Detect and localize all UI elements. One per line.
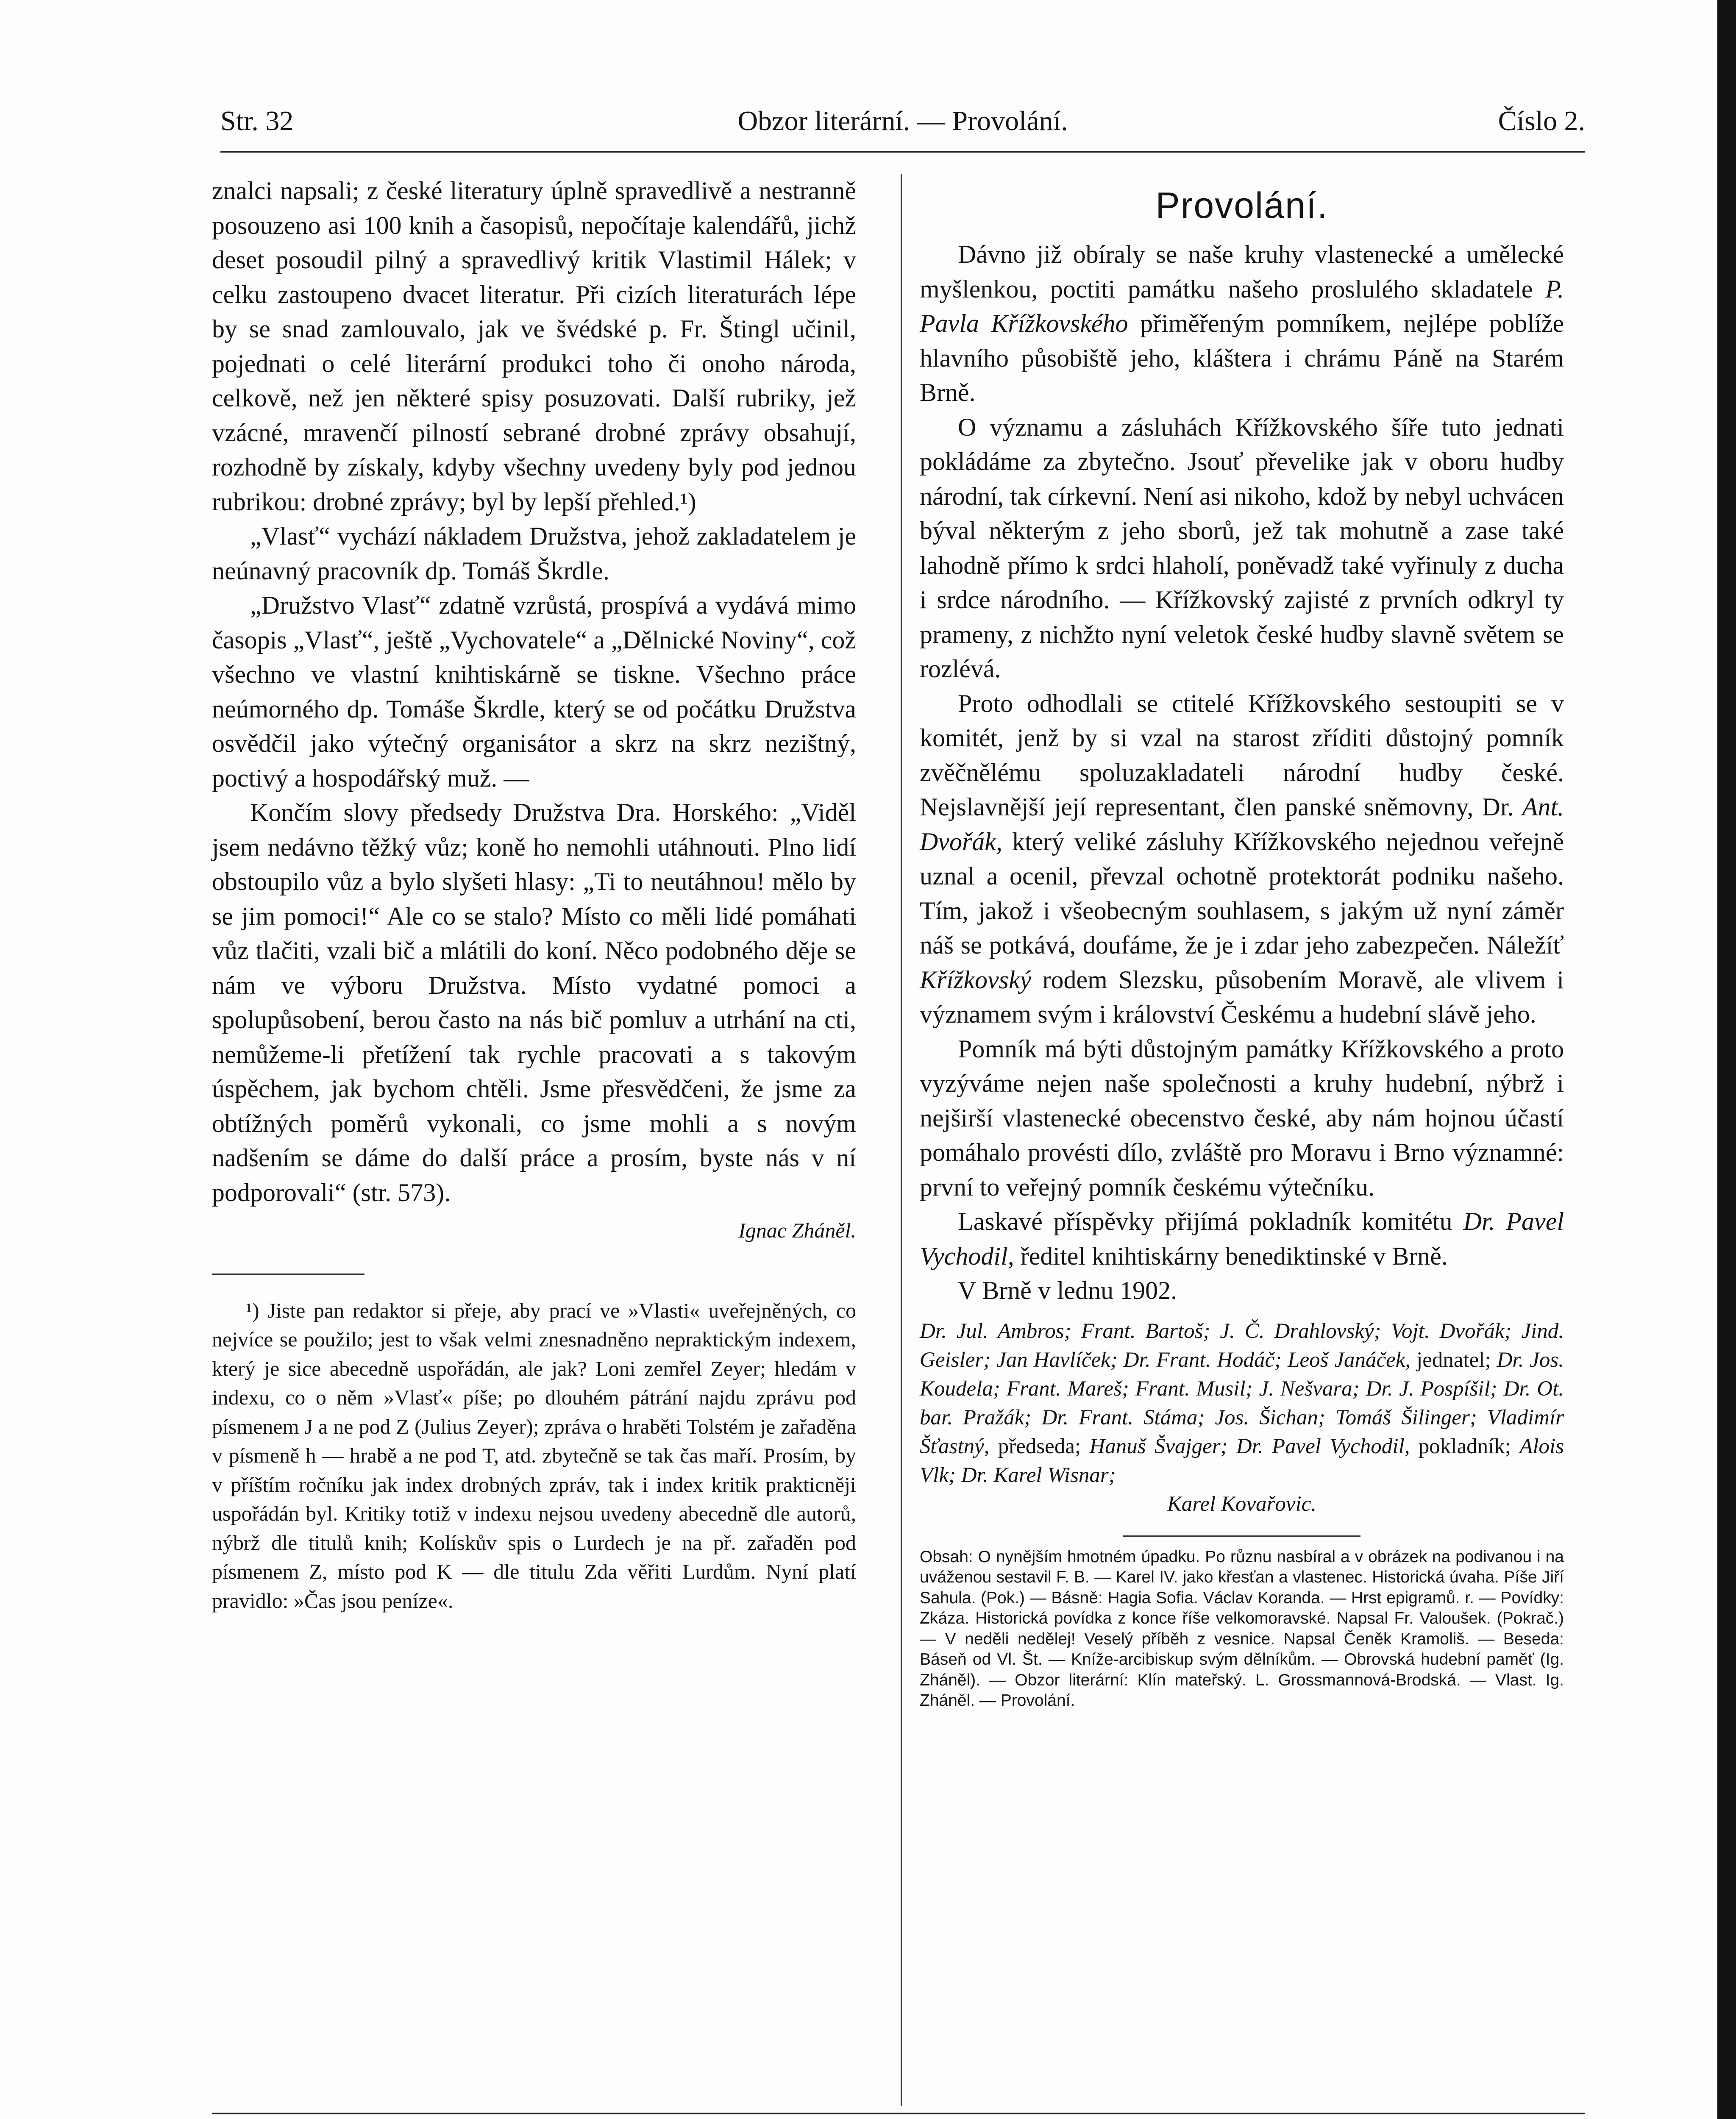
treasurer-name: Dr. Pavel Vychodil,	[920, 1207, 1564, 1270]
names: Alois Vlk; Dr. Karel Wisnar;	[920, 1434, 1564, 1487]
paragraph	[920, 687, 1564, 1032]
text: který veliké zásluhy Křížkovského nejednou veřejně uznal a ocenil, převzal ochotně protektorát podniku našeho. Tím, jakož i všeobecným souhlasem, s jakým už nyní záměr náš se potkává, doufáme, že je i zdar jeho zabezpečen. Náležíť	[920, 827, 1564, 959]
issue-number: Číslo 2.	[1498, 106, 1585, 136]
names: Hanuš Švajger; Dr. Pavel Vychodil,	[1089, 1434, 1410, 1458]
paragraph: „Vlasť“ vychází nákladem Družstva, jehož zakladatelem je neúnavný pracovník dp. Tomáš Škrdle.	[212, 522, 856, 585]
paragraph: znalci napsali; z české literatury úplně spravedlivě a nestranně posouzeno asi 100 knih a časopisů, nepočítaje kalendářů, jichž deset posoudil pilný a spravedlivý kritik Vlastimil Hálek; v celku zastoupeno dvacet literatur. Při cizích literaturách lépe by se snad zamlouvalo, jak ve švédské p. Fr. Štingl učinil, pojednati o celé literární produkci toho či onoho národa, celkově, než jen některé spisy posuzovati. Další rubriky, jež vzácné, mravenčí pilností sebrané drobné zprávy obsahují, rozhodně by získaly, kdyby všechny uvedeny byly pod jednou rubrikou: drobné zprávy; byl by lepší přehled.¹)	[212, 177, 856, 516]
committee-names	[920, 1317, 1564, 1518]
page-edge	[1717, 0, 1736, 2119]
right-column	[920, 182, 1564, 1711]
text: Dávno již obíraly se naše kruhy vlastenecké a umělecké myšlenkou, poctiti památku našeho proslulého skladatele	[920, 240, 1564, 303]
page-number: Str. 32	[220, 106, 294, 136]
date-line: V Brně v lednu 1902.	[958, 1276, 1177, 1304]
paragraph: „Družstvo Vlasť“ zdatně vzrůstá, prospívá a vydává mimo časopis „Vlasť“, ještě „Vychovatele“ a „Dělnické Noviny“, což všechno ve vlastní knihtiskárně se tiskne. Všechno práce neúmorného dp. Tomáše Škrdle, který se od počátku Družstva osvědčil jako výtečný organisátor a skrz na skrz nezištný, poctivý a hospodářský muž. —	[212, 591, 856, 792]
paragraph	[920, 1204, 1564, 1274]
footnote-rule	[212, 1274, 364, 1275]
column-separator	[901, 174, 902, 2106]
contents-rule	[1123, 1535, 1360, 1537]
names: Karel Kovařovic.	[1167, 1492, 1317, 1516]
role: jednatel;	[1416, 1348, 1491, 1372]
running-title: Obzor literární. — Provolání.	[737, 106, 1068, 136]
composer-name: Křížkovský	[920, 965, 1032, 994]
text: Proto odhodlali se ctitelé Křížkovského sestoupiti se v komitét, jenž by si vzal na starost zříditi důstojný pomník zvěčnělému spoluzakladateli národní hudby české. Nejslavnější její representant, člen panské sněmovny, Dr.	[920, 689, 1564, 821]
protector-name: Ant. Dvořák,	[920, 793, 1564, 856]
table-of-contents: Obsah: O nynějším hmotném úpadku. Po různu nasbíral a v obrázek na podivanou i na uváženou sestavil F. B. — Karel IV. jako křesťan a vlastenec. Historická úvaha. Píše Jiří Sahula. (Pok.) — Básně: Hagia Sofia. Václav Koranda. — Hrst epigramů. r. — Povídky: Zkáza. Historická povídka z konce říše velkomoravské. Napsal Fr. Valoušek. (Pokrač.) — V neděli nedělej! Veselý příběh z vesnice. Napsal Čeněk Kramoliš. — Beseda: Báseň od Vl. Št. — Kníže-arcibiskup svým dělníkům. — Obrovská hudební paměť (Ig. Zháněl). — Obzor literární: Klín mateřský. L. Grossmannová-Brodská. — Vlast. Ig. Zháněl. — Provolání.	[920, 1547, 1564, 1710]
role: předseda;	[998, 1434, 1081, 1458]
footer-rule	[212, 2113, 1585, 2114]
names: Dr. Jul. Ambros; Frant. Bartoš; J. Č. Drahlovský; Vojt. Dvořák; Jind. Geisler; Jan Havlíček; Dr. Frant. Hodáč; Leoš Janáček,	[920, 1319, 1564, 1372]
paragraph: O významu a zásluhách Křížkovského šíře tuto jednati pokládáme za zbytečno. Jsouť převelike jak v oboru hudby národní, tak církevní. Není asi nikoho, kdož by nebyl uchvácen býval některým z jeho sborů, jež tak mohutně a zase také lahodně přímo k srdci hlaholí, poněvadž také vyřinuly z ducha i srdce národního. — Křížkovský zajisté z prvních odkryl ty prameny, z nichžto nyní veletok české hudby slavně světem se rozlévá.	[920, 413, 1564, 683]
role: pokladník;	[1418, 1434, 1511, 1458]
footnote: ¹) Jiste pan redaktor si přeje, aby prací ve »Vlasti« uveřejněných, co nejvíce se použilo; jest to však velmi znesnadněno nepraktickým indexem, který je sice abecedně uspořádán, ale jak? Loni zemřel Zeyer; hledám v indexu, co o něm »Vlasť« píše; po dlouhém pátrání najdu zprávu pod písmenem J a ne pod Z (Julius Zeyer); zpráva o hraběti Tolstém je zařaděna v písmeně h — hrabě a ne pod T, atd. zbytečně se tak čas maří. Prosím, by v příštím ročníku jak index drobných zpráv, tak i index kritik prakticněji uspořádán byl. Kritiky totiž v indexu nejsou uvedeny abecedně dle autorů, nýbrž dle titulů knih; Kolískův spis o Lurdech je na př. zařaděn pod písmenem Z, místo pod K — dle titulu Zda věřiti Lurdům. Nyní platí pravidlo: »Čas jsou peníze«.	[212, 1298, 856, 1613]
text: rodem Slezsku, působením Moravě, ale vlivem i významem svým i království Českému a hudební slávě jeho.	[920, 965, 1564, 1028]
header-rule	[220, 151, 1585, 153]
composer-name: P. Pavla Křížkovského	[920, 275, 1564, 337]
article-title: Provolání.	[1155, 185, 1328, 226]
names: Dr. Jos. Koudela; Frant. Mareš; Frant. Musil; J. Nešvara; Dr. J. Pospíšil; Dr. Ot. bar. Pražák; Dr. Frant. Stáma; Jos. Šichan; Tomáš Šilinger; Vladimír Šťastný,	[920, 1348, 1564, 1458]
paragraph: Končím slovy předsedy Družstva Dra. Horského: „Viděl jsem nedávno těžký vůz; koně ho nemohli utáhnouti. Plno lidí obstoupilo vůz a bylo slyšeti hlasy: „Ti to neutáhnou! mělo by se jim pomoci!“ Ale co se stalo? Místo co měli lidé pomáhati vůz tlačiti, vzali bič a mlátili do koní. Něco podobného děje se nám ve výboru Družstva. Místo vydatné pomoci a spolupůsobení, berou často na nás bič pomluv a utrhání na cti, nemůžeme-li přetížení tak rychle pracovati a s takovým úspěchem, jak bychom chtěli. Jsme přesvědčeni, že jsme za obtížných poměrů vykonali, co jsme mohli a s novým nadšením se dáme do další práce a prosím, byste nás v ní podporovali“ (str. 573).	[212, 798, 856, 1207]
text: přiměřeným pomníkem, nejlépe poblíže hlavního působiště jeho, kláštera i chrámu Páně na Starém Brně.	[920, 309, 1564, 406]
paragraph	[920, 237, 1564, 410]
paragraph: Pomník má býti důstojným památky Křížkovského a proto vyzýváme nejen naše společnosti a kruhy hudební, nýbrž i nejširší vlastenecké obecenstvo české, aby nám hojnou účastí pomáhalo provésti dílo, zvláště pro Moravu i Brno významné: první to veřejný pomník českému výtečníku.	[920, 1034, 1564, 1201]
text: ředitel knihtiskárny benediktinské v Brně.	[1020, 1242, 1448, 1270]
signature: Ignac Zháněl.	[738, 1218, 856, 1242]
left-column	[212, 174, 856, 1615]
text: Laskavé příspěvky přijímá pokladník komitétu	[958, 1207, 1452, 1235]
page-header	[220, 105, 1585, 152]
